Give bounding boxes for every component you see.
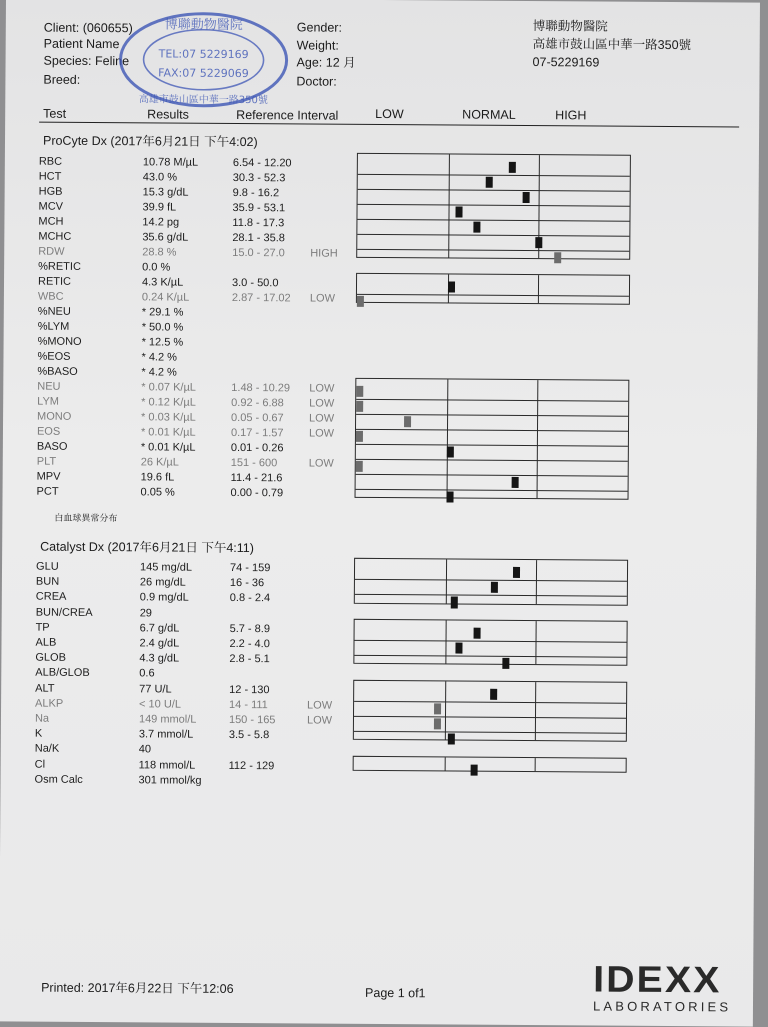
range-divider bbox=[536, 621, 537, 665]
gender-label: Gender: bbox=[296, 20, 343, 35]
range-bar-group bbox=[353, 619, 627, 667]
reference-interval: 2.2 - 4.0 bbox=[229, 637, 270, 651]
test-name: EOS bbox=[36, 425, 61, 438]
test-result: 19.6 fL bbox=[140, 471, 175, 484]
test-name: GLOB bbox=[35, 651, 67, 664]
reference-interval: 0.01 - 0.26 bbox=[230, 441, 284, 455]
reference-interval: 0.05 - 0.67 bbox=[231, 411, 284, 425]
test-result: < 10 U/L bbox=[139, 698, 182, 711]
range-row-line bbox=[357, 249, 629, 252]
result-position-marker bbox=[434, 703, 441, 714]
reference-interval: 1.48 - 10.29 bbox=[231, 381, 291, 395]
range-divider bbox=[445, 559, 446, 603]
range-bar-group bbox=[356, 153, 631, 260]
species-label: Species: Feline bbox=[43, 53, 130, 69]
test-result: * 4.2 % bbox=[141, 351, 178, 364]
range-bar-group bbox=[353, 679, 627, 742]
test-result: 15.3 g/dL bbox=[142, 186, 189, 199]
result-position-marker bbox=[446, 446, 453, 457]
result-position-marker bbox=[455, 643, 462, 654]
range-row-line bbox=[354, 655, 626, 658]
test-name: GLU bbox=[35, 560, 59, 573]
test-name: %NEU bbox=[37, 305, 71, 318]
reference-interval: 3.5 - 5.8 bbox=[228, 729, 270, 742]
test-result: 26 K/µL bbox=[140, 456, 179, 469]
range-divider bbox=[535, 758, 536, 771]
test-result: 28.8 % bbox=[142, 246, 177, 259]
test-result: 145 mg/dL bbox=[139, 561, 193, 574]
test-name: RETIC bbox=[37, 275, 72, 288]
range-row-line bbox=[356, 474, 628, 477]
range-row-line bbox=[356, 414, 628, 417]
range-row-line bbox=[358, 204, 630, 207]
test-result: 6.7 g/dL bbox=[139, 622, 180, 635]
client-label: Client: (060655) bbox=[43, 20, 133, 36]
abnormal-flag: LOW bbox=[309, 412, 335, 425]
result-position-marker bbox=[509, 162, 516, 173]
age-label: Age: 12 月 bbox=[296, 55, 356, 70]
result-position-marker bbox=[473, 222, 480, 233]
result-position-marker bbox=[455, 207, 462, 218]
result-position-marker bbox=[356, 401, 363, 412]
clinic-stamp-seal bbox=[117, 10, 290, 109]
test-name: %MONO bbox=[37, 335, 82, 348]
range-row-line bbox=[358, 174, 630, 177]
test-name: ALKP bbox=[35, 697, 64, 710]
test-result: * 0.01 K/µL bbox=[140, 426, 196, 439]
procyte-section-title: ProCyte Dx (2017年6月21日 下午4:02) bbox=[42, 133, 258, 150]
range-row-line bbox=[358, 189, 630, 192]
test-result: * 12.5 % bbox=[141, 336, 184, 349]
range-bar-group bbox=[353, 755, 627, 772]
header-rule bbox=[39, 122, 739, 128]
test-name: %BASO bbox=[37, 365, 78, 378]
range-row-line bbox=[357, 234, 629, 237]
test-result: * 0.12 K/µL bbox=[141, 396, 196, 409]
reference-interval: 15.0 - 27.0 bbox=[232, 246, 285, 260]
range-row-line bbox=[357, 219, 629, 222]
reference-interval: 151 - 600 bbox=[230, 456, 278, 470]
result-position-marker bbox=[404, 416, 411, 427]
range-row-line bbox=[354, 716, 626, 719]
result-position-marker bbox=[356, 431, 363, 442]
range-row-line bbox=[354, 731, 626, 734]
client-value: (060655) bbox=[82, 20, 133, 36]
reference-interval: 11.8 - 17.3 bbox=[232, 216, 285, 230]
test-name: K bbox=[34, 727, 43, 740]
clinic-phone: 07-5229169 bbox=[532, 55, 600, 70]
abnormal-flag: LOW bbox=[306, 714, 333, 727]
abnormal-flag: LOW bbox=[307, 699, 333, 712]
test-name: %LYM bbox=[37, 320, 70, 333]
range-row-line bbox=[356, 429, 628, 432]
column-test: Test bbox=[43, 106, 67, 121]
abnormal-flag: LOW bbox=[309, 397, 335, 410]
test-name: MPV bbox=[36, 470, 61, 483]
test-result: * 0.03 K/µL bbox=[141, 411, 196, 424]
range-row-line bbox=[356, 399, 628, 402]
test-name: WBC bbox=[37, 290, 64, 303]
range-row-line bbox=[355, 594, 627, 597]
test-name: MCV bbox=[38, 200, 64, 213]
leukocyte-note: 白血球異常分布 bbox=[54, 512, 118, 524]
range-divider bbox=[538, 275, 539, 303]
abnormal-flag: HIGH bbox=[310, 247, 338, 260]
reference-interval: 2.87 - 17.02 bbox=[231, 291, 291, 305]
column-results: Results bbox=[147, 107, 189, 122]
test-name: Osm Calc bbox=[34, 773, 83, 786]
test-result: 77 U/L bbox=[139, 682, 172, 696]
test-result: 40 bbox=[138, 743, 152, 756]
range-row-line bbox=[356, 489, 628, 492]
test-result: 4.3 g/dL bbox=[139, 652, 180, 665]
reference-interval: 11.4 - 21.6 bbox=[230, 471, 283, 485]
test-result: 10.78 M/µL bbox=[142, 156, 199, 169]
test-result: 29 bbox=[139, 606, 153, 619]
test-name: Na/K bbox=[34, 742, 60, 756]
test-name: ALT bbox=[35, 682, 55, 695]
reference-interval: 30.3 - 52.3 bbox=[232, 171, 286, 185]
reference-interval: 0.17 - 1.57 bbox=[230, 426, 284, 440]
test-result: 2.4 g/dL bbox=[139, 637, 180, 650]
test-name: CREA bbox=[35, 590, 67, 604]
test-result: 118 mmol/L bbox=[138, 758, 196, 772]
result-position-marker bbox=[448, 281, 455, 292]
reference-interval: 150 - 165 bbox=[228, 713, 276, 727]
abnormal-flag: LOW bbox=[309, 382, 335, 395]
idexx-logo: IDEXX LABORATORIES bbox=[592, 958, 732, 1015]
test-name: BASO bbox=[36, 440, 68, 453]
test-result: 35.6 g/dL bbox=[142, 231, 189, 244]
test-result: 0.24 K/µL bbox=[141, 291, 190, 304]
stamp-bottom-text: 高雄市鼓山區中華一路350號 bbox=[138, 94, 268, 107]
test-result: 0.6 bbox=[139, 667, 155, 680]
test-result: * 0.01 K/µL bbox=[140, 441, 196, 454]
reference-interval: 0.92 - 6.88 bbox=[231, 396, 284, 410]
clinic-name: 博聯動物醫院 bbox=[532, 19, 608, 34]
test-result: 39.9 fL bbox=[142, 201, 177, 214]
test-result: * 4.2 % bbox=[141, 366, 177, 379]
range-row-line bbox=[356, 459, 628, 462]
test-result: 301 mmol/kg bbox=[138, 774, 202, 787]
result-position-marker bbox=[356, 461, 363, 472]
column-normal: NORMAL bbox=[462, 107, 516, 122]
test-name: Na bbox=[34, 712, 50, 725]
range-bar-group bbox=[354, 558, 628, 606]
reference-interval: 28.1 - 35.8 bbox=[232, 231, 285, 245]
test-name: PLT bbox=[36, 455, 57, 468]
test-name: LYM bbox=[37, 395, 60, 408]
catalyst-section-title: Catalyst Dx (2017年6月21日 下午4:11) bbox=[40, 539, 254, 556]
result-position-marker bbox=[357, 296, 364, 307]
printed-timestamp: Printed: 2017年6月22日 下午12:06 bbox=[41, 980, 234, 996]
test-result: 0.0 % bbox=[142, 261, 171, 274]
range-row-line bbox=[355, 640, 627, 643]
stamp-tel: TEL:07 5229169 bbox=[158, 47, 249, 62]
reference-interval: 12 - 130 bbox=[229, 683, 270, 696]
test-name: ALB/GLOB bbox=[35, 666, 90, 680]
test-name: MCH bbox=[38, 215, 64, 228]
reference-interval: 3.0 - 50.0 bbox=[231, 276, 279, 290]
test-name: HCT bbox=[38, 170, 62, 183]
test-result: 0.05 % bbox=[140, 486, 175, 499]
abnormal-flag: LOW bbox=[309, 292, 336, 305]
test-result: 149 mmol/L bbox=[138, 713, 197, 726]
result-position-marker bbox=[523, 192, 530, 203]
result-position-marker bbox=[503, 658, 510, 669]
test-name: MCHC bbox=[38, 230, 72, 243]
result-position-marker bbox=[448, 734, 455, 745]
reference-interval: 14 - 111 bbox=[229, 698, 268, 712]
test-name: RBC bbox=[38, 155, 63, 168]
result-position-marker bbox=[512, 477, 519, 488]
doctor-label: Doctor: bbox=[296, 74, 337, 89]
column-reference: Reference Interval bbox=[236, 107, 339, 123]
test-result: 43.0 % bbox=[142, 171, 178, 184]
test-result: 4.3 K/µL bbox=[141, 276, 184, 289]
range-divider bbox=[536, 560, 537, 604]
result-position-marker bbox=[490, 688, 497, 699]
result-position-marker bbox=[446, 491, 453, 502]
test-name: Cl bbox=[34, 758, 46, 771]
range-divider bbox=[445, 620, 446, 664]
range-row-line bbox=[357, 294, 629, 297]
range-divider bbox=[444, 757, 445, 770]
abnormal-flag: LOW bbox=[308, 427, 335, 440]
reference-interval: 112 - 129 bbox=[228, 759, 275, 772]
test-name: BUN bbox=[35, 575, 60, 588]
test-name: HGB bbox=[38, 185, 63, 198]
result-position-marker bbox=[474, 627, 481, 638]
range-row-line bbox=[354, 701, 626, 704]
result-position-marker bbox=[471, 764, 478, 775]
result-position-marker bbox=[434, 718, 441, 729]
test-result: * 50.0 % bbox=[141, 321, 184, 334]
test-result: 14.2 pg bbox=[142, 216, 180, 229]
page-number: Page 1 of1 bbox=[365, 985, 426, 1001]
test-name: NEU bbox=[37, 380, 61, 393]
range-row-line bbox=[356, 444, 628, 447]
column-low: LOW bbox=[375, 106, 404, 122]
range-divider bbox=[537, 380, 539, 498]
reference-interval: 2.8 - 5.1 bbox=[229, 653, 270, 666]
reference-interval: 6.54 - 12.20 bbox=[232, 156, 292, 170]
range-bar-group bbox=[355, 378, 630, 500]
reference-interval: 0.8 - 2.4 bbox=[229, 592, 271, 605]
test-result: * 29.1 % bbox=[141, 306, 184, 319]
test-name: PCT bbox=[36, 485, 59, 498]
test-name: %EOS bbox=[37, 350, 71, 363]
result-position-marker bbox=[513, 567, 520, 578]
test-name: ALB bbox=[35, 636, 57, 649]
test-result: 0.9 mg/dL bbox=[139, 591, 189, 605]
result-position-marker bbox=[554, 252, 561, 263]
abnormal-flag: LOW bbox=[308, 457, 334, 470]
test-name: RDW bbox=[38, 245, 65, 258]
age-value: 12 月 bbox=[325, 55, 356, 70]
test-result: 3.7 mmol/L bbox=[138, 728, 194, 741]
result-position-marker bbox=[356, 386, 363, 397]
range-bar-group bbox=[356, 273, 630, 305]
test-name: MONO bbox=[37, 410, 72, 423]
reference-interval: 5.7 - 8.9 bbox=[229, 622, 271, 636]
result-position-marker bbox=[535, 237, 542, 248]
reference-interval: 35.9 - 53.1 bbox=[232, 201, 286, 215]
reference-interval: 9.8 - 16.2 bbox=[232, 186, 280, 200]
patient-name-label: Patient Name bbox=[43, 36, 120, 52]
test-name: BUN/CREA bbox=[35, 606, 93, 619]
result-position-marker bbox=[451, 597, 458, 608]
test-name: %RETIC bbox=[38, 260, 81, 273]
column-high: HIGH bbox=[555, 108, 587, 123]
stamp-top-text: 博聯動物醫院 bbox=[164, 17, 243, 34]
test-result: 26 mg/dL bbox=[139, 576, 186, 589]
stamp-fax: FAX:07 5229069 bbox=[158, 66, 249, 81]
test-name: TP bbox=[35, 621, 50, 634]
clinic-address: 高雄市鼓山區中華一路350號 bbox=[532, 37, 692, 53]
reference-interval: 74 - 159 bbox=[229, 561, 271, 575]
reference-interval: 0.00 - 0.79 bbox=[230, 486, 284, 500]
breed-label: Breed: bbox=[43, 72, 81, 87]
range-divider bbox=[448, 154, 450, 257]
range-divider bbox=[446, 379, 448, 497]
test-result: * 0.07 K/µL bbox=[141, 381, 196, 394]
species-value: Feline bbox=[94, 53, 130, 69]
result-position-marker bbox=[486, 177, 493, 188]
result-position-marker bbox=[491, 582, 498, 593]
weight-label: Weight: bbox=[296, 38, 339, 53]
reference-interval: 16 - 36 bbox=[229, 577, 265, 590]
